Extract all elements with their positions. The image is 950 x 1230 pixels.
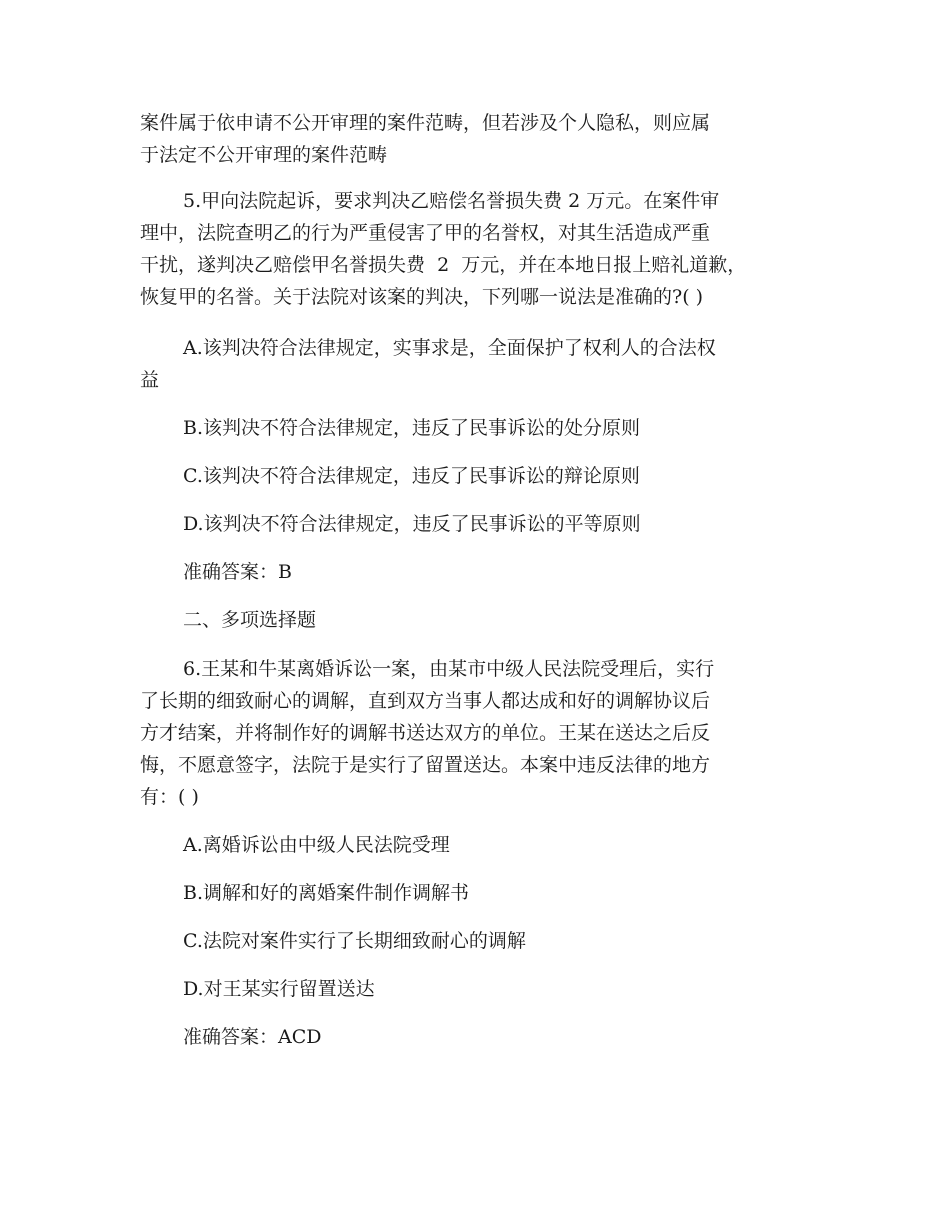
question-5-stem: 理中，法院查明乙的行为严重侵害了甲的名誉权，对其生活造成严重 [140,222,711,244]
question-5-answer: 准确答案：B [183,561,292,583]
question-5-option-a: 益 [140,369,160,391]
question-6-stem: 了长期的细致耐心的调解，直到双方当事人都达成和好的调解协议后 [140,690,711,712]
question-6-stem: 6.王某和牛某离婚诉讼一案，由某市中级人民法院受理后，实行 [183,658,715,680]
section-heading: 二、多项选择题 [183,609,317,631]
question-6-option-b: B.调解和好的离婚案件制作调解书 [183,882,470,904]
question-6-option-d: D.对王某实行留置送达 [183,978,375,1000]
question-5-stem: 恢复甲的名誉。关于法院对该案的判决，下列哪一说法是准确的?( ) [140,286,704,308]
question-6-stem: 悔，不愿意签字，法院于是实行了留置送达。本案中违反法律的地方 [140,754,711,776]
question-6-answer: 准确答案：ACD [183,1026,322,1048]
question-6-stem: 有：( ) [140,786,199,808]
question-5-option-d: D.该判决不符合法律规定，违反了民事诉讼的平等原则 [183,513,641,535]
question-5-stem: 干扰，遂判决乙赔偿甲名誉损失费 2 万元，并在本地日报上赔礼道歉， [140,254,747,276]
question-5-option-b: B.该判决不符合法律规定，违反了民事诉讼的处分原则 [183,417,641,439]
question-5-option-c: C.该判决不符合法律规定，违反了民事诉讼的辩论原则 [183,465,640,487]
question-6-option-a: A.离婚诉讼由中级人民法院受理 [183,834,450,856]
paragraph-line: 于法定不公开审理的案件范畴 [140,144,388,166]
question-6-stem: 方才结案，并将制作好的调解书送达双方的单位。王某在送达之后反 [140,722,711,744]
question-5-option-a: A.该判决符合法律规定，实事求是，全面保护了权利人的合法权 [183,337,716,359]
question-5-stem: 5.甲向法院起诉，要求判决乙赔偿名誉损失费 2 万元。在案件审 [183,190,720,212]
question-6-option-c: C.法院对案件实行了长期细致耐心的调解 [183,930,526,952]
paragraph-line: 案件属于依申请不公开审理的案件范畴，但若涉及个人隐私，则应属 [140,112,711,134]
